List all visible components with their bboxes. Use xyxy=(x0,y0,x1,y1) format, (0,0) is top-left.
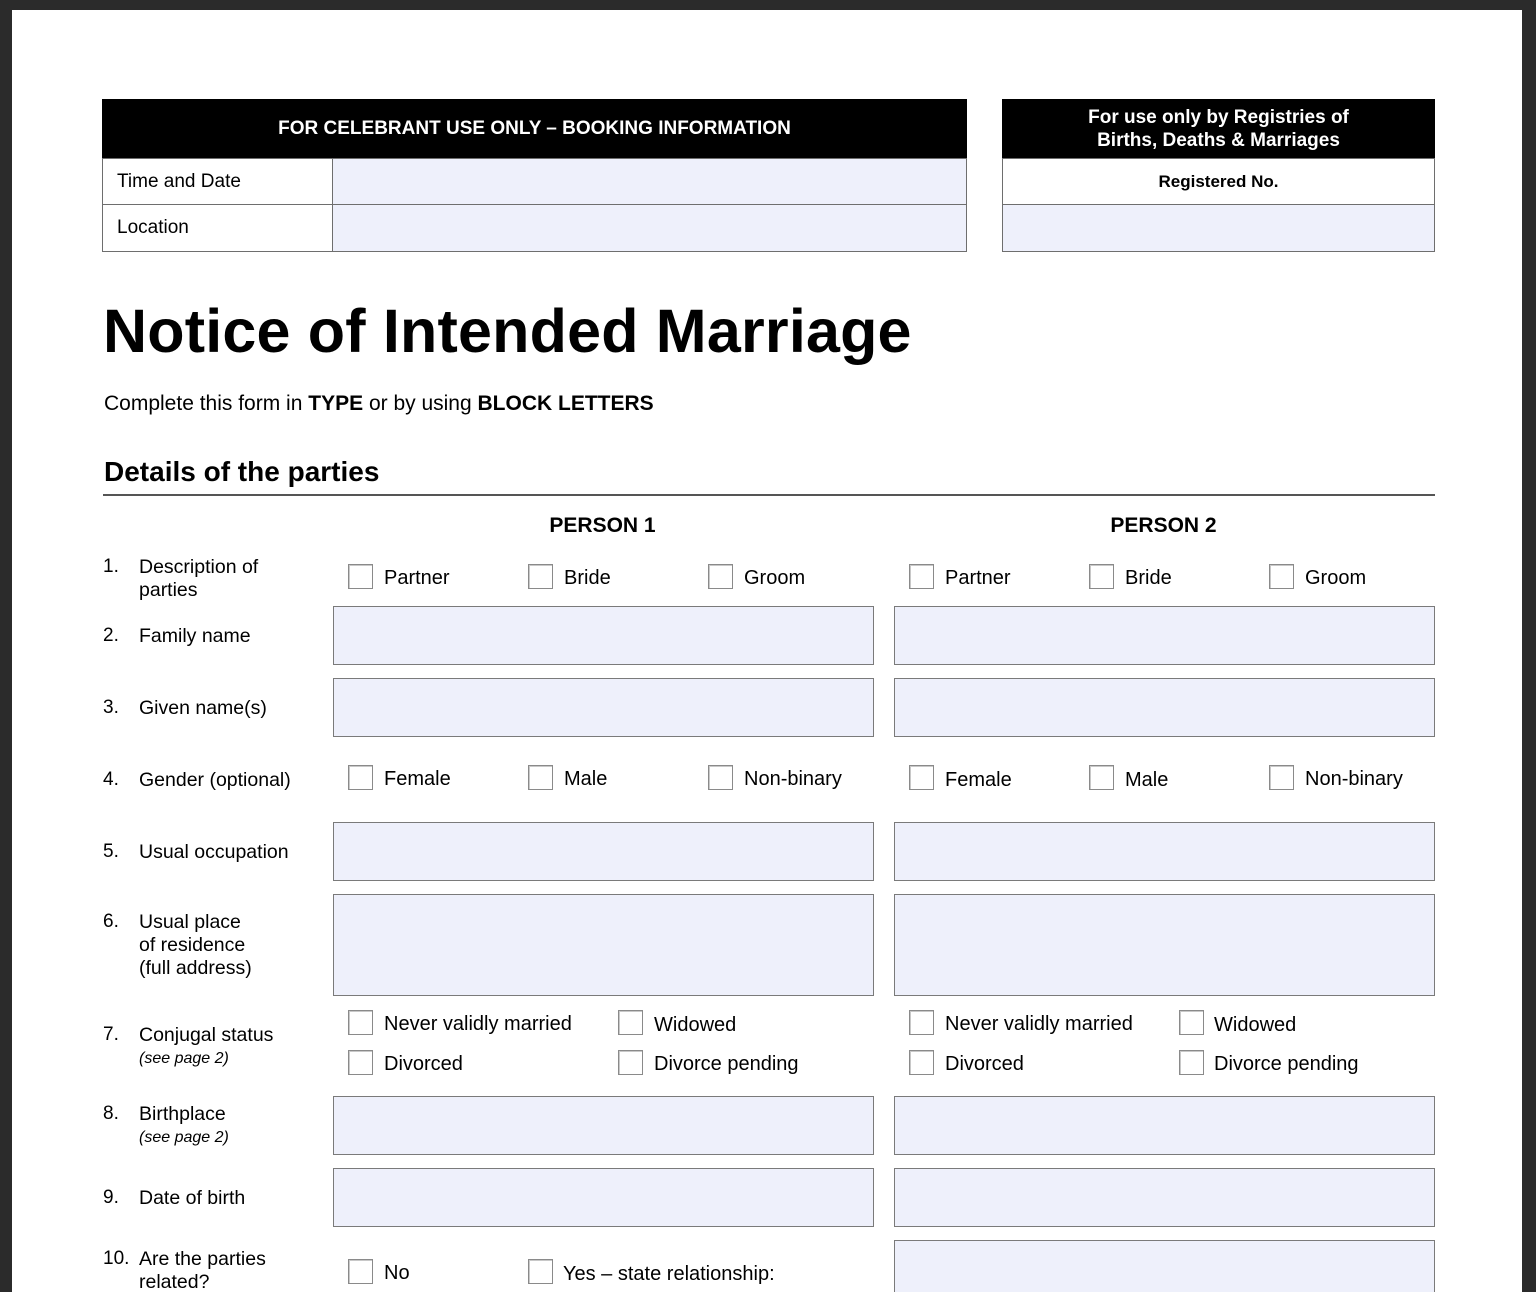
q10-label xyxy=(139,1248,266,1292)
p1-widowed-checkbox[interactable] xyxy=(618,1010,643,1035)
p1-widowed-label: Widowed xyxy=(654,1014,737,1036)
p2-groom-label: Groom xyxy=(1305,567,1367,589)
p2-never-married-checkbox[interactable] xyxy=(909,1010,934,1035)
q6-number: 6. xyxy=(103,911,119,932)
section-heading: Details of the parties xyxy=(104,456,380,487)
p1-birthplace-field[interactable] xyxy=(333,1096,874,1155)
person-2-header: PERSON 2 xyxy=(1110,514,1217,537)
p2-family-name-field[interactable] xyxy=(894,606,1435,665)
q7-number: 7. xyxy=(103,1024,119,1045)
registry-header-line2: Births, Deaths & Marriages xyxy=(1097,129,1340,151)
q8-label: Birthplace xyxy=(139,1103,226,1125)
p2-divorce-pending-label: Divorce pending xyxy=(1214,1053,1359,1075)
q7-label: Conjugal status xyxy=(139,1024,274,1046)
q6-label-line3: (full address) xyxy=(139,957,252,979)
p2-residence-field[interactable] xyxy=(894,894,1435,996)
page-title: Notice of Intended Marriage xyxy=(103,297,912,365)
p1-never-married-label: Never validly married xyxy=(384,1013,572,1035)
p1-family-name-field[interactable] xyxy=(333,606,874,665)
p2-bride-checkbox[interactable] xyxy=(1089,564,1114,589)
section-divider xyxy=(103,494,1435,496)
person-1-header: PERSON 1 xyxy=(549,514,656,537)
related-yes-label: Yes – state relationship: xyxy=(563,1263,775,1285)
p2-occupation-field[interactable] xyxy=(894,822,1435,881)
instruction-middle: or by using xyxy=(363,392,478,415)
location-field[interactable] xyxy=(332,204,967,252)
p1-partner-label: Partner xyxy=(384,567,450,589)
q8-note: (see page 2) xyxy=(139,1129,229,1146)
p2-partner-label: Partner xyxy=(945,567,1011,589)
form-page xyxy=(12,10,1522,1292)
p2-dob-field[interactable] xyxy=(894,1168,1435,1227)
registry-header-line1: For use only by Registries of xyxy=(1088,106,1349,128)
q6-label-line2: of residence xyxy=(139,934,246,956)
p1-divorce-pending-checkbox[interactable] xyxy=(618,1050,643,1075)
q1-number: 1. xyxy=(103,556,119,577)
q1-label-line1: Description of xyxy=(139,556,259,578)
p2-widowed-label: Widowed xyxy=(1214,1014,1297,1036)
p2-nonbinary-label: Non-binary xyxy=(1305,768,1403,790)
p1-divorce-pending-label: Divorce pending xyxy=(654,1053,799,1075)
booking-header: FOR CELEBRANT USE ONLY – BOOKING INFORMATION xyxy=(102,99,967,158)
p1-nonbinary-label: Non-binary xyxy=(744,768,842,790)
q5-number: 5. xyxy=(103,841,119,862)
related-yes-checkbox[interactable] xyxy=(528,1259,553,1284)
p2-divorced-label: Divorced xyxy=(945,1053,1024,1075)
p2-female-label: Female xyxy=(945,769,1012,791)
q9-label: Date of birth xyxy=(139,1187,246,1209)
registered-no-field[interactable] xyxy=(1002,204,1435,252)
instruction-prefix: Complete this form in xyxy=(104,392,309,415)
p1-female-label: Female xyxy=(384,768,451,790)
p1-nonbinary-checkbox[interactable] xyxy=(708,765,733,790)
p1-divorced-checkbox[interactable] xyxy=(348,1050,373,1075)
p2-male-label: Male xyxy=(1125,769,1169,791)
q7-note: (see page 2) xyxy=(139,1050,229,1067)
p1-female-checkbox[interactable] xyxy=(348,765,373,790)
p1-divorced-label: Divorced xyxy=(384,1053,463,1075)
q3-number: 3. xyxy=(103,697,119,718)
p2-never-married-label: Never validly married xyxy=(945,1013,1133,1035)
p1-given-names-field[interactable] xyxy=(333,678,874,737)
registry-header xyxy=(1002,99,1435,158)
q1-label xyxy=(139,556,258,602)
p2-groom-checkbox[interactable] xyxy=(1269,564,1294,589)
q5-label: Usual occupation xyxy=(139,841,289,863)
q2-number: 2. xyxy=(103,625,119,646)
p1-occupation-field[interactable] xyxy=(333,822,874,881)
time-date-label: Time and Date xyxy=(102,158,333,205)
p1-groom-label: Groom xyxy=(744,567,806,589)
p1-bride-checkbox[interactable] xyxy=(528,564,553,589)
p2-widowed-checkbox[interactable] xyxy=(1179,1010,1204,1035)
p2-divorced-checkbox[interactable] xyxy=(909,1050,934,1075)
relationship-field[interactable] xyxy=(894,1240,1435,1292)
q3-label: Given name(s) xyxy=(139,697,267,719)
p1-residence-field[interactable] xyxy=(333,894,874,996)
q6-label xyxy=(139,911,252,980)
p2-given-names-field[interactable] xyxy=(894,678,1435,737)
q1-label-line2: parties xyxy=(139,579,198,601)
p2-bride-label: Bride xyxy=(1125,567,1172,589)
q6-label-line1: Usual place xyxy=(139,911,241,933)
form-instruction xyxy=(104,392,654,416)
q8-number: 8. xyxy=(103,1103,119,1124)
p2-female-checkbox[interactable] xyxy=(909,765,934,790)
p2-birthplace-field[interactable] xyxy=(894,1096,1435,1155)
related-no-label: No xyxy=(384,1262,410,1284)
p2-nonbinary-checkbox[interactable] xyxy=(1269,765,1294,790)
location-label: Location xyxy=(102,204,333,252)
q9-number: 9. xyxy=(103,1187,119,1208)
q4-label: Gender (optional) xyxy=(139,769,291,791)
instruction-type: TYPE xyxy=(308,392,364,415)
q10-number: 10. xyxy=(103,1248,130,1269)
p1-male-checkbox[interactable] xyxy=(528,765,553,790)
q2-label: Family name xyxy=(139,625,251,647)
instruction-block: BLOCK LETTERS xyxy=(477,392,654,415)
q4-number: 4. xyxy=(103,769,119,790)
related-no-checkbox[interactable] xyxy=(348,1259,373,1284)
p1-bride-label: Bride xyxy=(564,567,611,589)
p1-groom-checkbox[interactable] xyxy=(708,564,733,589)
time-date-field[interactable] xyxy=(332,158,967,205)
p1-male-label: Male xyxy=(564,768,608,790)
p2-male-checkbox[interactable] xyxy=(1089,765,1114,790)
p2-divorce-pending-checkbox[interactable] xyxy=(1179,1050,1204,1075)
p1-partner-checkbox[interactable] xyxy=(348,564,373,589)
p1-never-married-checkbox[interactable] xyxy=(348,1010,373,1035)
p1-dob-field[interactable] xyxy=(333,1168,874,1227)
registered-no-label: Registered No. xyxy=(1002,158,1435,205)
p2-partner-checkbox[interactable] xyxy=(909,564,934,589)
q10-label-line1: Are the parties xyxy=(139,1248,266,1270)
q10-label-line2: related? xyxy=(139,1271,210,1292)
